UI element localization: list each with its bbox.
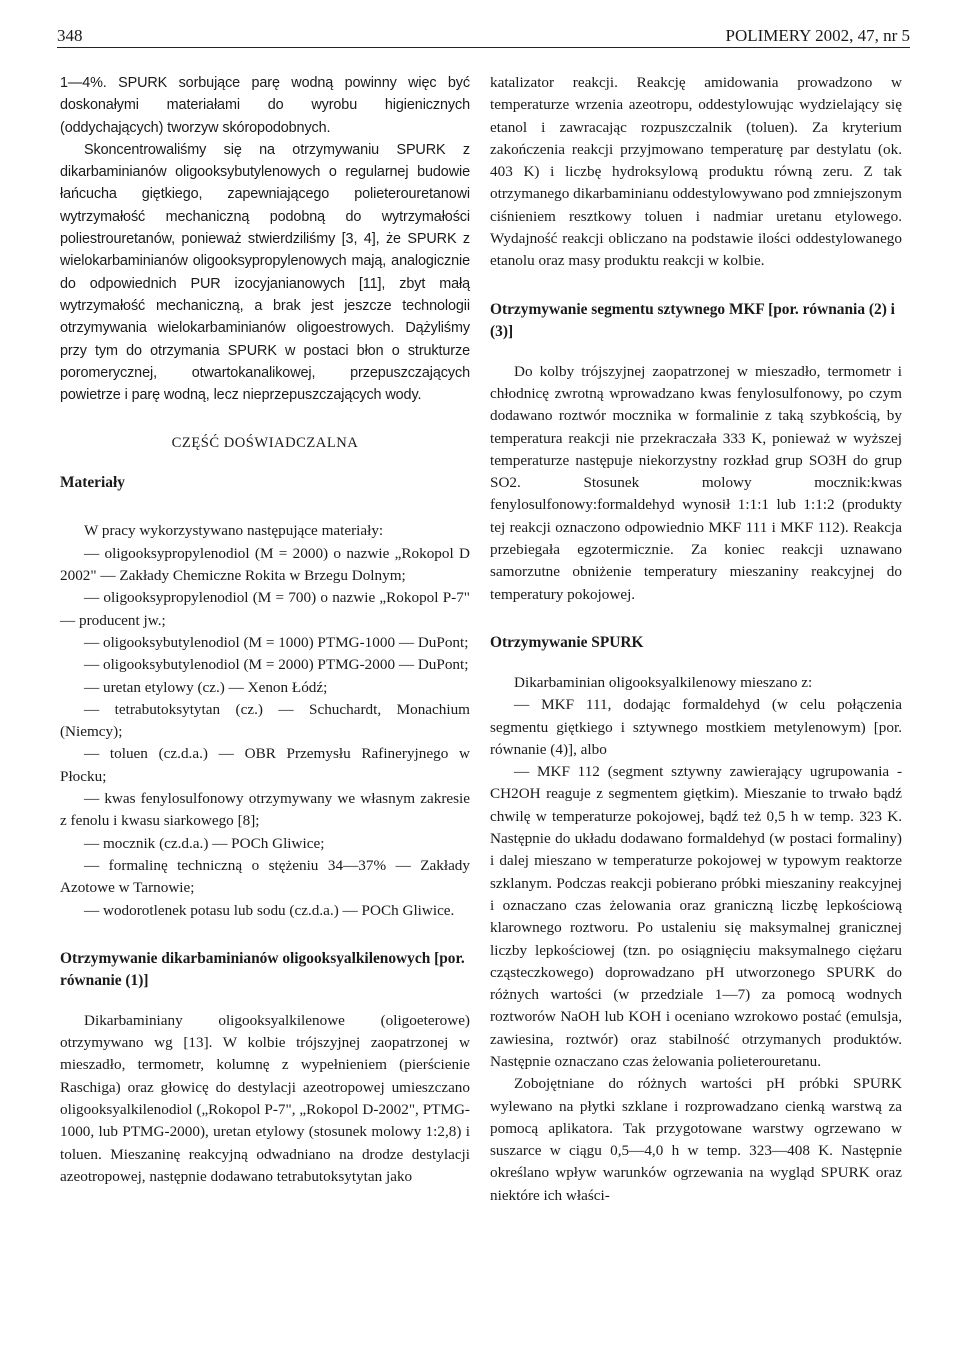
intro-paragraph-2: Skoncentrowaliśmy się na otrzymywaniu SPURK z dikarbaminianów oligooksybutylenowych o regularnej budowie łańcucha giętkiego, zapewniającego polieterouretanowi wytrzymałość mechaniczną podobną do wytrzymałości poliestrouretanów, ponieważ stwierdziliśmy [3, 4], że SPURK z wielokarbaminianów oligooksypropylenowych mają, analogicznie do odpowiednich PUR izocyjanianowych [11], zbyt małą wytrzymałość mechaniczną, a brak jest jeszcze technologii otrzymywania wielokarbaminianów oligoestrowych. Dążyliśmy przy tym do otrzymania SPURK w postaci błon o strukturze poromerycznej, otwartokanalikowej, przepuszczających powietrze i parę wodną, lecz nieprzepuszczających wody. xyxy=(60,141,470,404)
material-item: — oligooksypropylenodiol (M = 2000) o nazwie „Rokopol D 2002" — Zakłady Chemiczne Rokita w Brzegu Dolnym; xyxy=(60,544,470,585)
dicarbamate-heading: Otrzymywanie dikarbaminianów oligooksyalkilenowych [por. równanie (1)] xyxy=(60,949,465,989)
right-column xyxy=(490,72,902,1207)
journal-citation: POLIMERY 2002, 47, nr 5 xyxy=(725,26,910,45)
material-item: — oligooksybutylenodiol (M = 2000) PTMG-2000 — DuPont; xyxy=(84,656,469,674)
material-item: — oligooksypropylenodiol (M = 700) o nazwie „Rokopol P-7" — producent jw.; xyxy=(60,589,470,629)
spurk-paragraph: Zobojętniane do różnych wartości pH próbki SPURK wylewano na płytki szklane i rozprowadzano cienką warstwą za pomocą aplikatora. Tak przygotowane warstwy ogrzewano w suszarce w ciągu 0,5—4,0 h w temp. 323—408 K. Następnie określano wpływ warunków ogrzewania na wygląd SPURK oraz niektóre ich właści- xyxy=(490,1075,902,1204)
intro-paragraph-1: 1—4%. SPURK sorbujące parę wodną powinny więc być doskonałymi materiałami do wyrobu higienicznych (oddychających) tworzyw skóropodobnych. xyxy=(60,75,470,136)
page-header xyxy=(57,20,910,46)
experimental-section-heading: CZĘŚĆ DOŚWIADCZALNA xyxy=(171,435,359,452)
spurk-heading: Otrzymywanie SPURK xyxy=(490,633,644,651)
materials-heading: Materiały xyxy=(60,474,125,492)
catalyst-paragraph: katalizator reakcji. Reakcję amidowania prowadzono w temperaturze wrzenia azeotropu, oddestylowując wydzielający się etanol i zawracając rozpuszczalnik (toluen). Za kryterium zakończenia reakcji przyjmowano temperaturę par destylatu (ok. 403 K) i liczbę hydroksylową produktu równą zeru. Z tak otrzymanego dikarbaminianu oddestylowywano pod zmniejszonym ciśnieniem resztkowy toluen i nadmiar uretanu etylowego. Wydajność reakcji obliczano na podstawie ilości oddestylowanego etanolu oraz masy produktu reakcji w kolbie. xyxy=(490,74,902,270)
header-rule xyxy=(57,47,910,48)
spurk-intro: Dikarbaminian oligooksyalkilenowy mieszano z: xyxy=(514,673,813,691)
mkf-heading: Otrzymywanie segmentu sztywnego MKF [por. równania (2) i (3)] xyxy=(490,300,895,340)
materials-intro: W pracy wykorzystywano następujące materiały: xyxy=(84,522,384,540)
spurk-item: — MKF 112 (segment sztywny zawierający ugrupowania -CH2OH reaguje z segmentem giętkim). Mieszanie to trwało bądź chwilę w temperaturze pokojowej, bądź też 0,5 h w temp. 323 K. Następnie do układu dodawano formaldehyd (w postaci formaliny) i dalej mieszano w temperaturze pokojowej w typowym reaktorze szklanym. Podczas reakcji pobierano próbki mieszaniny reakcyjnej i oznaczano czas żelowania oraz graniczną liczbę lepkościową klarownego roztworu. Po ustaleniu się maksymalnej granicznej liczby lepkościowej (tzn. po osiągnięciu maksymalnego ciężaru cząsteczkowego) doprowadzano pH utworzonego SPURK do różnych wartości (w przedziale 1—7) za pomocą wodnych roztworów NaOH lub KOH i oceniano wzrokowo postać (emulsja, zawiesina, roztwór) oraz stabilność otrzymanych produktów. Następnie oznaczano czas żelowania polieterouretanu. xyxy=(490,763,902,1070)
page-number: 348 xyxy=(57,26,83,45)
material-item: — toluen (cz.d.a.) — OBR Przemysłu Rafineryjnego w Płocku; xyxy=(60,745,470,785)
left-column xyxy=(60,72,470,1188)
material-item: — kwas fenylosulfonowy otrzymywany we własnym zakresie z fenolu i kwasu siarkowego [8]; xyxy=(60,790,470,830)
material-item: — formalinę techniczną o stężeniu 34—37% — Zakłady Azotowe w Tarnowie; xyxy=(60,856,470,897)
mkf-paragraph: Do kolby trójszyjnej zaopatrzonej w mieszadło, termometr i chłodnicę zwrotną wprowadzano kwas fenylosulfonowy, po czym dodawano roztwór mocznika w formalinie z taką szybkością, by temperatura reakcji nie przekraczała 333 K, ponieważ w wyższej temperaturze następuje niekorzystny rozkład grup SO3H do grup SO2. Stosunek molowy mocznik:kwas fenylosulfonowy:formaldehyd wynosił 1:1:1 lub 1:1:2 (produkty tej reakcji oznaczono odpowiednio MKF 111 i MKF 112). Reakcja przebiegała egzotermicznie. Za koniec reakcji uznawano samorzutne obniżenie temperatury mieszaniny reakcyjnej do temperatury pokojowej. xyxy=(490,362,902,603)
material-item: — wodorotlenek potasu lub sodu (cz.d.a.) — POCh Gliwice. xyxy=(84,901,455,919)
material-item: — oligooksybutylenodiol (M = 1000) PTMG-1000 — DuPont; xyxy=(84,633,469,651)
material-item: — mocznik (cz.d.a.) — POCh Gliwice; xyxy=(84,834,325,852)
spurk-item: — MKF 111, dodając formaldehyd (w celu połączenia segmentu giętkiego i sztywnego mostkiem metylenowym) [por. równanie (4)], albo xyxy=(490,696,902,758)
dicarbamate-paragraph: Dikarbaminiany oligooksyalkilenowe (oligoeterowe) otrzymywano wg [13]. W kolbie trójszyjnej zaopatrzonej w mieszadło, termometr, kolumnę z wypełnieniem (pierścienie Raschiga) oraz głowicę do destylacji azeotropowej umieszczano oligooksyalkilenodiol („Rokopol P-7", „Rokopol D-2002", PTMG-1000, lub PTMG-2000), uretan etylowy (stosunek molowy 1:2,8) i toluen. Mieszaninę reakcyjną odwadniano na drodze destylacji azeotropowej, następnie dodawano tetrabutoksytytan jako xyxy=(60,1011,470,1185)
material-item: — tetrabutoksytytan (cz.) — Schuchardt, Monachium (Niemcy); xyxy=(60,700,470,741)
material-item: — uretan etylowy (cz.) — Xenon Łódź; xyxy=(84,678,328,696)
